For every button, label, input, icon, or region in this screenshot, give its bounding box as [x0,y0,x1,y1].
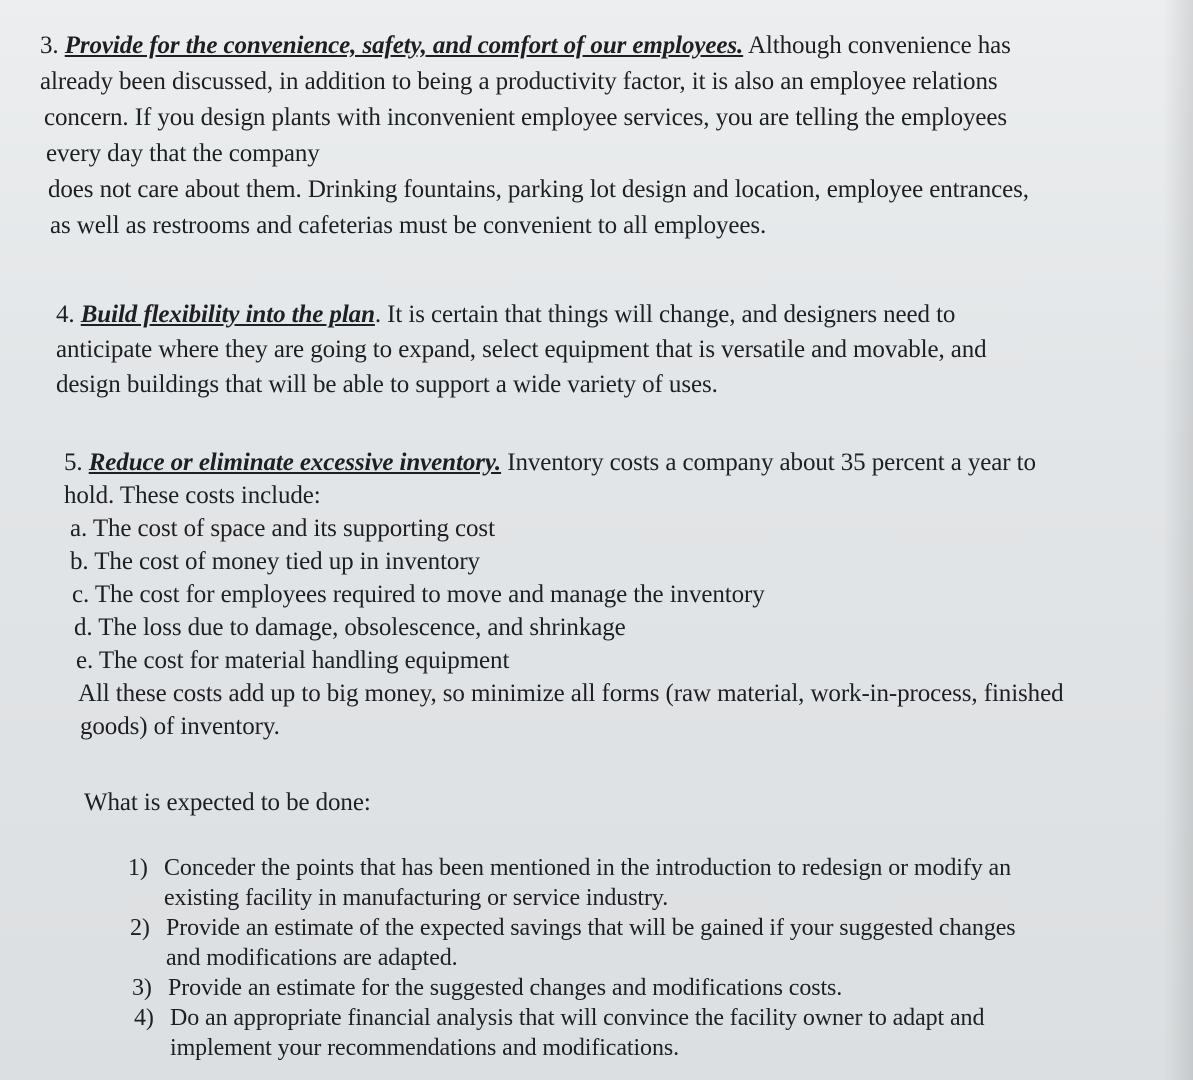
section-5-line-1 [64,446,1144,479]
expected-item-3 [132,973,1058,1003]
section-5-summary-2: goods) of inventory. [80,713,280,740]
section-5-summary-1: All these costs add up to big money, so minimize all forms (raw material, work-in-process, finished [78,680,1064,707]
cost-item-b: b. The cost of money tied up in inventory [70,548,480,575]
expected-item-2-line-2: and modifications are adapted. [166,945,458,971]
section-3-line-5: does not care about them. Drinking fountains, parking lot design and location, employee entrances, [48,176,1029,203]
expected-item-3-line-1: Provide an estimate for the suggested changes and modifications costs. [168,975,843,1001]
section-4-line-1-text: . It is certain that things will change, and designers need to [374,301,956,328]
expected-item-4-number: 4) [134,1005,154,1031]
section-3-line-1-text: Although convenience has [743,32,1011,59]
section-3-line-1 [40,28,1150,64]
expected-title-block [84,786,884,821]
cost-item-a: a. The cost of space and its supporting cost [70,515,495,542]
section-5-number: 5. [64,449,83,476]
expected-list [128,853,1058,1063]
section-3-line-6: as well as restrooms and cafeterias must be convenient to all employees. [50,212,767,239]
section-3-number: 3. [40,32,59,59]
section-4-line-1 [56,297,1156,332]
section-5-heading: Reduce or eliminate excessive inventory. [88,449,502,476]
expected-item-2-number: 2) [130,915,150,941]
cost-item-c: c. The cost for employees required to move and manage the inventory [72,581,765,608]
section-3 [40,28,1150,244]
expected-item-2-line-1: Provide an estimate of the expected savings that will be gained if your suggested changes [166,915,1016,941]
cost-item-d: d. The loss due to damage, obsolescence, and shrinkage [74,614,626,641]
expected-item-4-line-1: Do an appropriate financial analysis that will convince the facility owner to adapt and [170,1005,985,1031]
expected-item-1-line-2: existing facility in manufacturing or service industry. [164,885,669,911]
section-3-heading: Provide for the convenience, safety, and comfort of our employees. [64,32,744,59]
section-4-number: 4. [56,301,75,328]
section-4 [56,297,1156,402]
section-4-heading: Build flexibility into the plan [80,301,375,328]
cost-item-e: e. The cost for material handling equipment [76,647,510,674]
section-4-line-2: anticipate where they are going to expand, select equipment that is versatile and movable, and [56,336,987,363]
section-4-line-3: design buildings that will be able to support a wide variety of uses. [56,371,718,398]
expected-item-1 [128,853,1058,913]
expected-item-2 [130,913,1058,973]
section-3-line-3: concern. If you design plants with inconvenient employee services, you are telling the employees [44,104,1008,131]
expected-title: What is expected to be done: [84,789,371,816]
section-3-line-2: already been discussed, in addition to being a productivity factor, it is also an employee relations [40,68,998,95]
expected-item-3-number: 3) [132,975,152,1001]
screen-edge-shadow [1163,0,1193,1080]
section-5-line-1-text: Inventory costs a company about 35 percent a year to [501,449,1036,476]
section-5-line-2: hold. These costs include: [64,482,321,509]
section-3-line-4: every day that the company [46,140,320,167]
expected-item-1-line-1: Conceder the points that has been mentioned in the introduction to redesign or modify an [164,855,1011,881]
expected-item-4 [134,1003,1058,1063]
expected-item-4-line-2: implement your recommendations and modifications. [170,1035,679,1061]
expected-item-1-number: 1) [128,855,148,881]
section-5 [64,446,1144,743]
